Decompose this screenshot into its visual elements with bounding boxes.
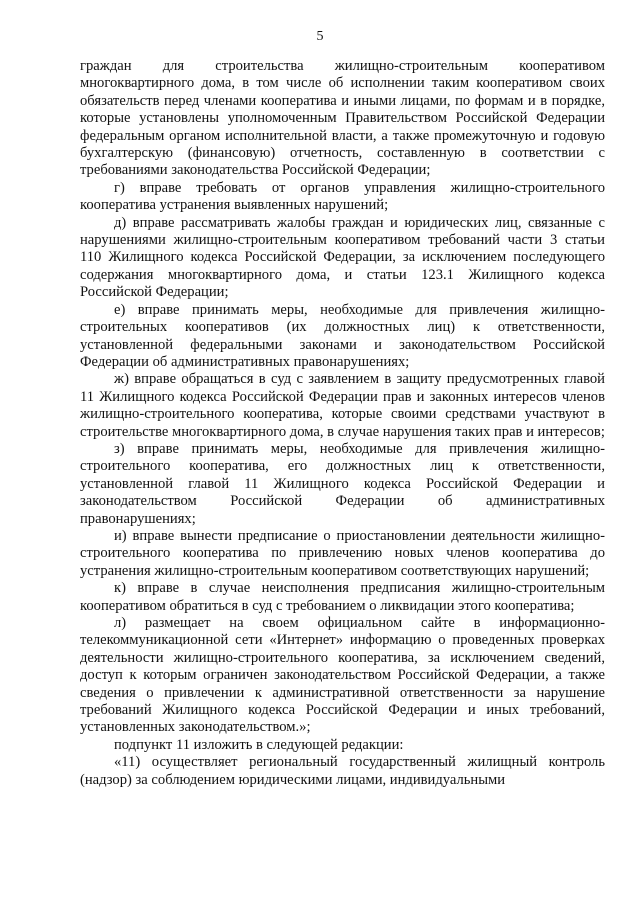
paragraph-item-11: «11) осуществляет региональный государственный жилищный контроль (надзор) за соблюдением юридическими лицами, индивидуальными bbox=[80, 754, 605, 788]
paragraph-item-z: з) вправе принимать меры, необходимые для привлечения жилищно-строительного кооператива, его должностных лиц к ответственности, установленной главой 11 Жилищного кодекса Российской Федерации и законодательством Российской Федерации об административных правонарушениях; bbox=[80, 440, 605, 527]
paragraph-item-k: к) вправе в случае неисполнения предписания жилищно-строительным кооперативом обратиться в суд с требованием о ликвидации этого кооператива; bbox=[80, 580, 605, 614]
paragraph-continuation: граждан для строительства жилищно-строительным кооперативом многоквартирного дома, в том числе об исполнении таким кооперативом своих обязательств перед членами кооператива и иными лицами, по формам и в порядке, которые установлены уполномоченным Правительством Российской Федерации федеральным органом исполнительной власти, а также промежуточную и годовую бухгалтерскую (финансовую) отчетность, составленную в соответствии с требованиями законодательства Российской Федерации; bbox=[80, 58, 605, 179]
paragraph-instruction: подпункт 11 изложить в следующей редакции: bbox=[114, 736, 404, 753]
paragraph-item-i: и) вправе вынести предписание о приостановлении деятельности жилищно-строительного кооператива по привлечению новых членов кооператива до устранения жилищно-строительным кооперативом соответствующих нарушений; bbox=[80, 527, 605, 579]
paragraph-item-l: л) размещает на своем официальном сайте в информационно-телекоммуникационной сети «Интернет» информацию о проведенных проверках деятельности жилищно-строительного кооператива, за исключением сведений, доступ к которым ограничен законодательством Российской Федерации, а также сведения о привлечении к административной ответственности за нарушение требований Жилищного кодекса Российской Федерации и иных требований, установленных законодательством.»; bbox=[80, 615, 605, 736]
document-body bbox=[80, 58, 605, 789]
paragraph-item-d: д) вправе рассматривать жалобы граждан и юридических лиц, связанные с нарушениями жилищно-строительным кооперативом требований части 3 статьи 110 Жилищного кодекса Российской Федерации, за исключением последующего содержания многоквартирного дома, и статьи 123.1 Жилищного кодекса Российской Федерации; bbox=[80, 214, 605, 301]
paragraph-item-zh: ж) вправе обращаться в суд с заявлением в защиту предусмотренных главой 11 Жилищного кодекса Российской Федерации прав и законных интересов членов жилищно-строительного кооператива, которые своими средствами участвуют в строительстве многоквартирного дома, в случае нарушения таких прав и интересов; bbox=[80, 371, 605, 440]
paragraph-item-g: г) вправе требовать от органов управления жилищно-строительного кооператива устранения выявленных нарушений; bbox=[80, 179, 605, 214]
page-number: 5 bbox=[316, 29, 324, 44]
paragraph-item-e: е) вправе принимать меры, необходимые для привлечения жилищно-строительных кооперативов (их должностных лиц) к ответственности, установленной федеральными законами и законодательством Российской Федерации об административных правонарушениях; bbox=[80, 301, 605, 370]
